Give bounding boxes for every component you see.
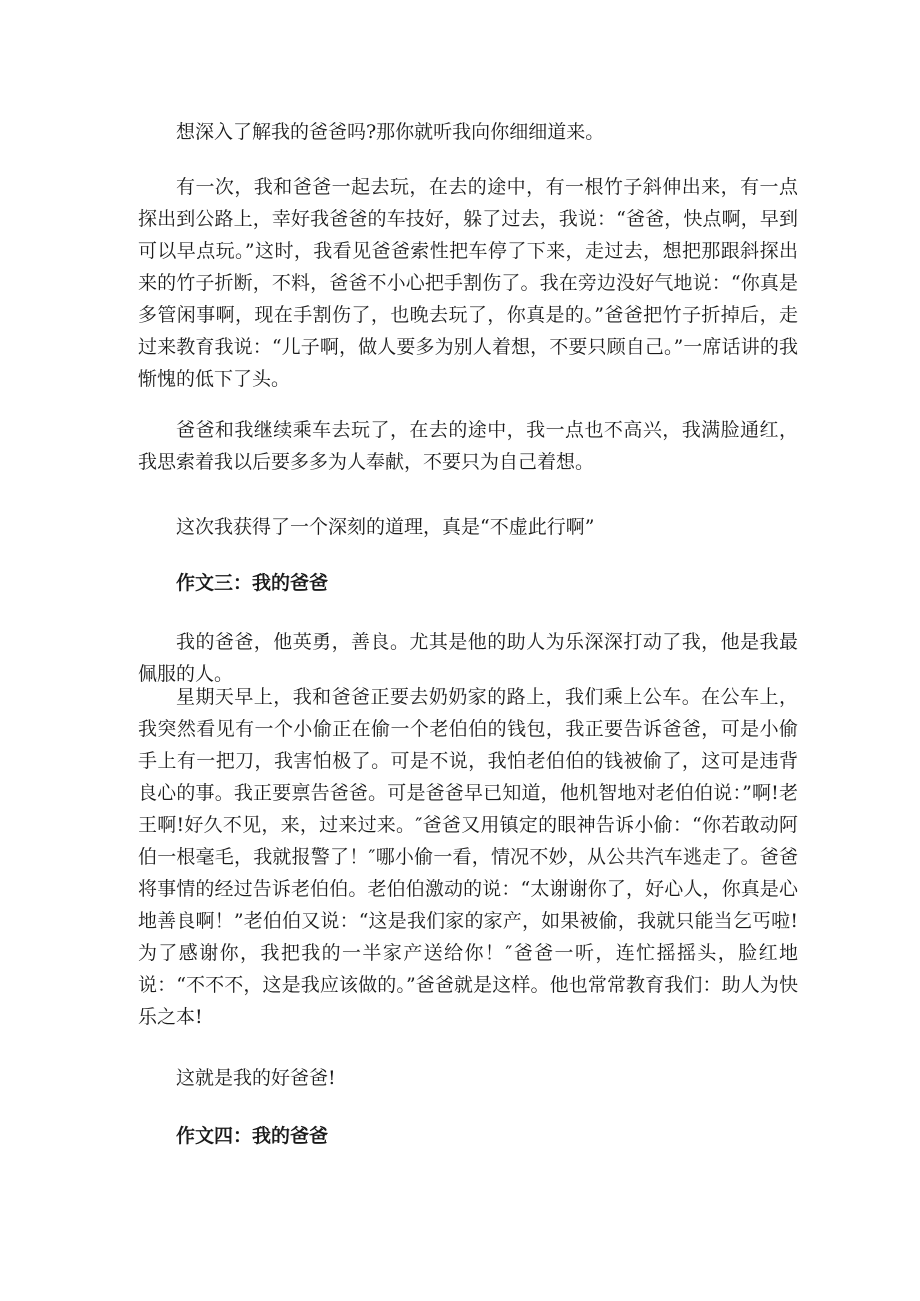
- paragraph-intro: 想深入了解我的爸爸吗?那你就听我向你细细道来。: [176, 121, 605, 143]
- section-heading-essay-four: 作文四：我的爸爸: [176, 1125, 329, 1147]
- paragraph-lesson: 这次我获得了一个深刻的道理，真是“不虚此行啊”: [176, 516, 595, 538]
- paragraph-good-dad: 这就是我的好爸爸!: [176, 1067, 336, 1089]
- section-heading-essay-three: 作文三：我的爸爸: [176, 572, 329, 594]
- paragraph-bamboo-story: 有一次，我和爸爸一起去玩，在去的途中，有一根竹子斜伸出来，有一点探出到公路上，幸好我爸爸的车技好，躲了过去，我说：“爸爸，快点啊，早到可以早点玩。”这时，我看见爸爸索性把车停了下来，走过去，想把那跟斜探出来的竹子折断，不料，爸爸不小心把手割伤了。我在旁边没好气地说：“你真是多管闲事啊，现在手割伤了，也晚去玩了，你真是的。”爸爸把竹子折掉后，走过来教育我说：“儿子啊，做人要多为别人着想，不要只顾自己。”一席话讲的我惭愧的低下了头。: [138, 176, 798, 390]
- paragraph-bus-story: 星期天早上，我和爸爸正要去奶奶家的路上，我们乘上公车。在公车上，我突然看见有一个小偷正在偷一个老伯伯的钱包，我正要告诉爸爸，可是小偷手上有一把刀，我害怕极了。可是不说，我怕老伯伯的钱被偷了，这可是违背良心的事。我正要禀告爸爸。可是爸爸早已知道，他机智地对老伯伯说：”啊!老王啊!好久不见，来，过来过来。″爸爸又用镇定的眼神告诉小偷：“你若敢动阿伯一根毫毛，我就报警了！″哪小偷一看，情况不妙，从公共汽车逃走了。爸爸将事情的经过告诉老伯伯。老伯伯激动的说：“太谢谢你了，好心人，你真是心地善良啊！”老伯伯又说：“这是我们家的家产，如果被偷，我就只能当乞丐啦!为了感谢你，我把我的一半家产送给你！″爸爸一听，连忙摇摇头，脸红地说：“不不不，这是我应该做的。”爸爸就是这样。他也常常教育我们：助人为快乐之本!: [138, 686, 798, 1028]
- paragraph-continue-trip: 爸爸和我继续乘车去玩了，在去的途中，我一点也不高兴，我满脸通红，我思索着我以后要多多为人奉献，不要只为自己着想。: [138, 419, 798, 473]
- paragraph-dad-brave: 我的爸爸，他英勇，善良。尤其是他的助人为乐深深打动了我，他是我最佩服的人。: [138, 631, 798, 685]
